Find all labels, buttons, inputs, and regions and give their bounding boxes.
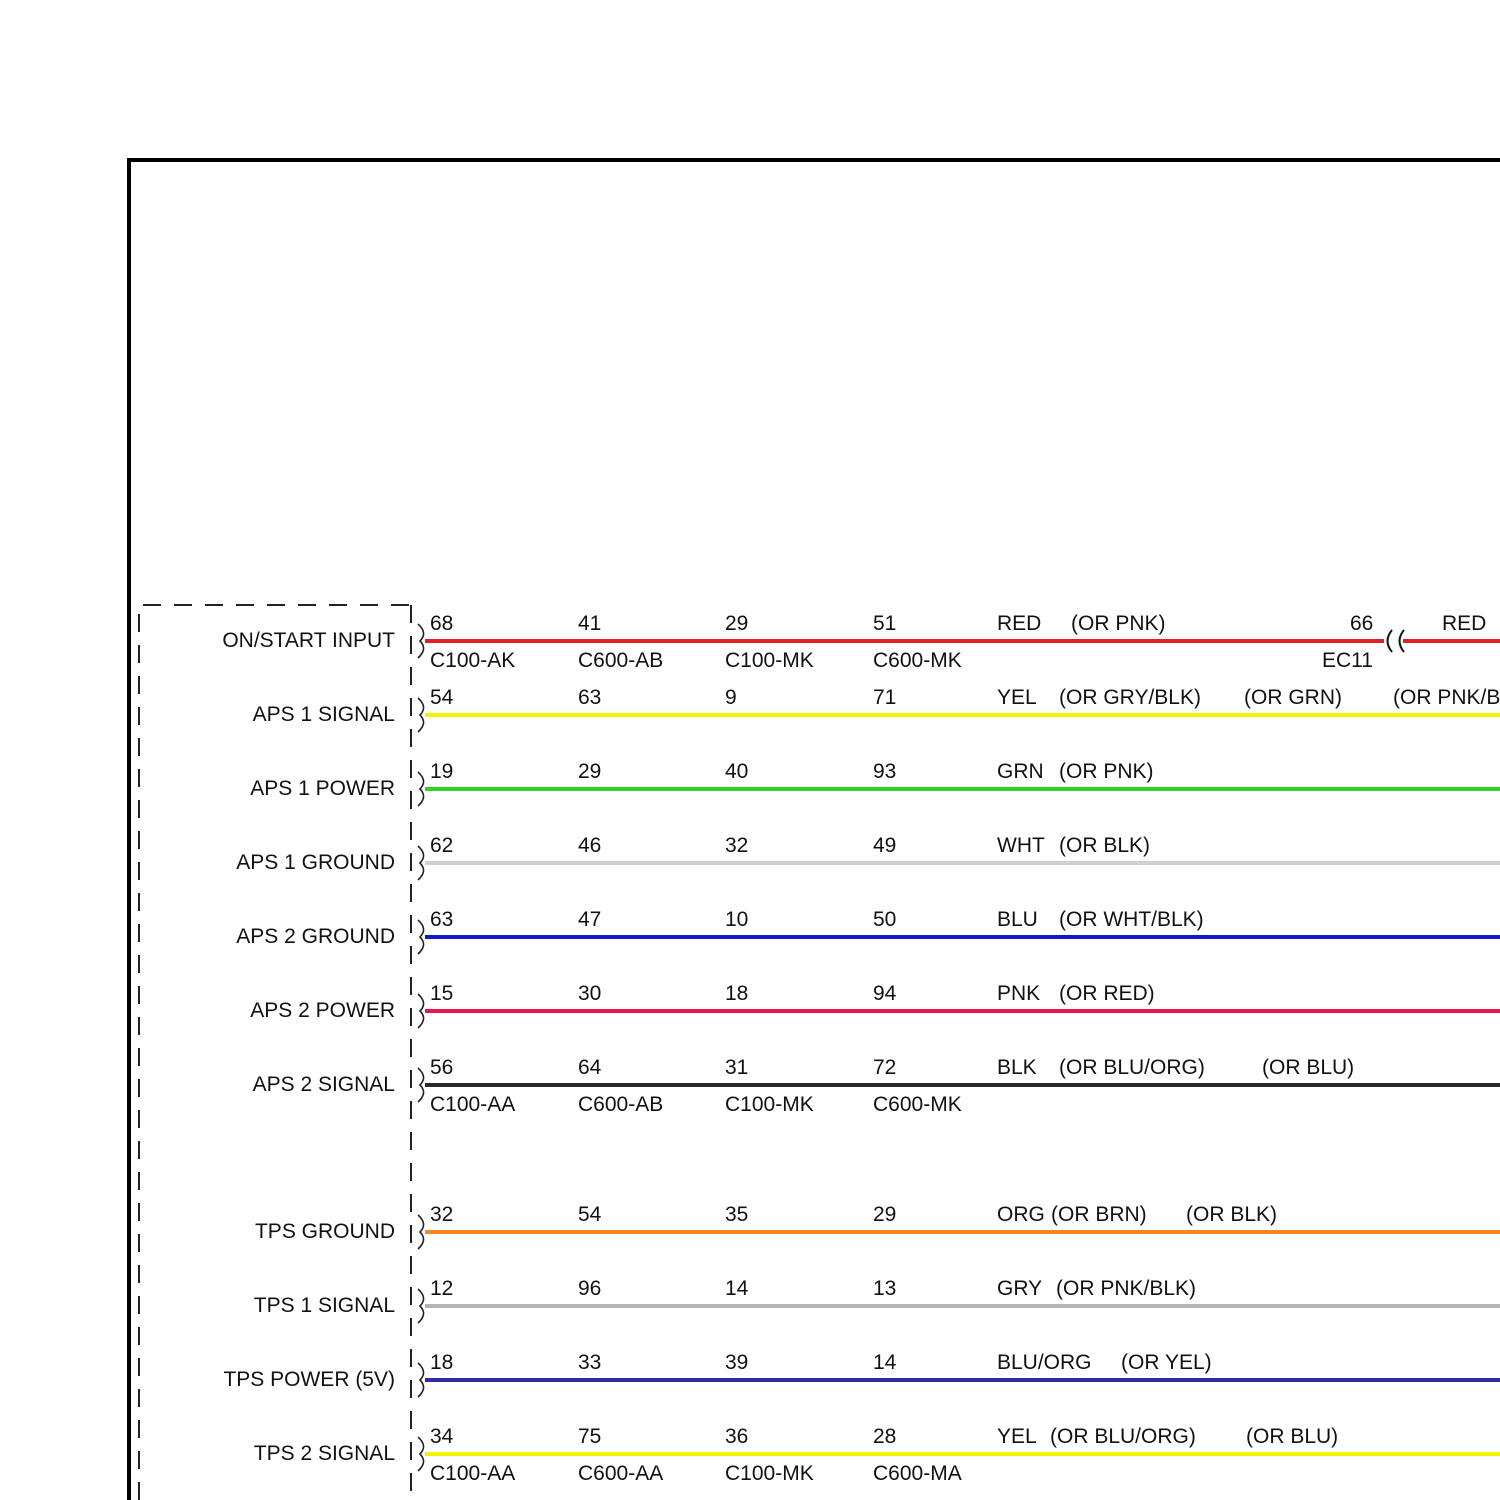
pin-number: 75 (578, 1425, 602, 1448)
pin-number: 94 (873, 982, 897, 1005)
wire-color-alternate: (OR PNK) (1071, 612, 1166, 635)
pin-number: 29 (725, 612, 749, 635)
signal-label: ON/START INPUT (222, 629, 395, 652)
wire-color-code: BLU (997, 908, 1038, 931)
pin-number: 9 (725, 686, 737, 709)
connector-id: C100-MK (725, 1462, 814, 1485)
signal-label: APS 1 POWER (250, 777, 395, 800)
pin-number: 15 (430, 982, 454, 1005)
pin-number: 18 (430, 1351, 454, 1374)
wire-color-alternate: (OR PNK/B (1393, 686, 1500, 709)
pin-terminal-symbol (418, 1363, 424, 1397)
pin-number: 71 (873, 686, 897, 709)
pin-number: 35 (725, 1203, 749, 1226)
wire-color-code: BLU/ORG (997, 1351, 1092, 1374)
inline-connector-pin: 66 (1350, 612, 1374, 635)
pin-number: 63 (430, 908, 454, 931)
wire-color-alternate: (OR BLU/ORG) (1050, 1425, 1196, 1448)
signal-label: TPS GROUND (254, 1220, 395, 1243)
component-dashed-box (139, 605, 411, 1500)
wire-color-code: YEL (997, 686, 1037, 709)
pin-number: 33 (578, 1351, 602, 1374)
pin-number: 28 (873, 1425, 897, 1448)
wire-color-code: GRN (997, 760, 1044, 783)
pin-number: 96 (578, 1277, 602, 1300)
pin-number: 32 (725, 834, 749, 857)
pin-number: 29 (873, 1203, 897, 1226)
pin-terminal-symbol (418, 920, 424, 954)
connector-id: C600-AB (578, 649, 664, 672)
pin-number: 10 (725, 908, 749, 931)
wire-color-alternate: (OR GRN) (1244, 686, 1342, 709)
pin-terminal-symbol (418, 1289, 424, 1323)
pin-number: 68 (430, 612, 454, 635)
pin-number: 30 (578, 982, 602, 1005)
pin-terminal-symbol (418, 624, 424, 658)
wire-color-alternate: (OR BLU) (1262, 1056, 1355, 1079)
wire-color-code: GRY (997, 1277, 1043, 1300)
signal-label: APS 2 GROUND (236, 925, 395, 948)
wire-color-alternate: (OR GRY/BLK) (1059, 686, 1201, 709)
pin-number: 19 (430, 760, 454, 783)
pin-number: 18 (725, 982, 749, 1005)
connector-id: C600-AB (578, 1093, 664, 1116)
wire-color-alternate: (OR BRN) (1051, 1203, 1147, 1226)
signal-label: TPS POWER (5V) (223, 1368, 395, 1391)
connector-id: C600-MK (873, 1093, 962, 1116)
inline-connector-symbol (1388, 630, 1393, 652)
wire-color-alternate: (OR PNK) (1059, 760, 1154, 783)
pin-number: 93 (873, 760, 897, 783)
signal-label: APS 2 SIGNAL (252, 1073, 395, 1096)
pin-number: 63 (578, 686, 602, 709)
wire-color-alternate: (OR BLK) (1186, 1203, 1278, 1226)
connector-id: C100-AK (430, 649, 516, 672)
pin-terminal-symbol (418, 698, 424, 732)
pin-terminal-symbol (418, 846, 424, 880)
connector-id: C600-MK (873, 649, 962, 672)
pin-terminal-symbol (418, 1068, 424, 1102)
pin-number: 29 (578, 760, 602, 783)
pin-number: 51 (873, 612, 897, 635)
pin-number: 56 (430, 1056, 454, 1079)
wire-color-alternate: (OR RED) (1059, 982, 1155, 1005)
pin-terminal-symbol (418, 772, 424, 806)
pin-number: 49 (873, 834, 897, 857)
pin-number: 54 (430, 686, 454, 709)
connector-id: C100-MK (725, 1093, 814, 1116)
pin-terminal-symbol (418, 1215, 424, 1249)
wire-color-code: YEL (997, 1425, 1037, 1448)
signal-label: APS 2 POWER (250, 999, 395, 1022)
connector-id: C600-AA (578, 1462, 664, 1485)
pin-number: 72 (873, 1056, 897, 1079)
wire-color-code: RED (997, 612, 1042, 635)
wire-color-code: RED (1442, 612, 1487, 635)
pin-number: 64 (578, 1056, 602, 1079)
pin-number: 41 (578, 612, 602, 635)
wire-color-code: WHT (997, 834, 1045, 857)
signal-label: APS 1 SIGNAL (252, 703, 395, 726)
pin-number: 46 (578, 834, 602, 857)
wire-color-code: PNK (997, 982, 1041, 1005)
signal-label: APS 1 GROUND (236, 851, 395, 874)
connector-id: C100-MK (725, 649, 814, 672)
wire-color-alternate: (OR BLU) (1246, 1425, 1339, 1448)
wire-color-alternate: (OR BLK) (1059, 834, 1151, 857)
pin-number: 31 (725, 1056, 749, 1079)
connector-id: C600-MA (873, 1462, 962, 1485)
wire-color-code: BLK (997, 1056, 1037, 1079)
pin-number: 12 (430, 1277, 454, 1300)
pin-number: 40 (725, 760, 749, 783)
pin-number: 39 (725, 1351, 749, 1374)
pin-number: 47 (578, 908, 602, 931)
pin-terminal-symbol (418, 1437, 424, 1471)
pin-number: 50 (873, 908, 897, 931)
pin-number: 62 (430, 834, 454, 857)
pin-number: 14 (873, 1351, 897, 1374)
pin-number: 34 (430, 1425, 454, 1448)
wire-color-code: ORG (997, 1203, 1045, 1226)
pin-number: 13 (873, 1277, 897, 1300)
wire-color-alternate: (OR PNK/BLK) (1056, 1277, 1197, 1300)
inline-connector-id: EC11 (1322, 649, 1373, 672)
connector-id: C100-AA (430, 1093, 516, 1116)
pin-number: 54 (578, 1203, 602, 1226)
wire-color-alternate: (OR BLU/ORG) (1059, 1056, 1205, 1079)
pin-number: 36 (725, 1425, 749, 1448)
wire-color-alternate: (OR WHT/BLK) (1059, 908, 1204, 931)
pin-number: 32 (430, 1203, 454, 1226)
pin-number: 14 (725, 1277, 749, 1300)
signal-label: TPS 2 SIGNAL (253, 1442, 395, 1465)
connector-id: C100-AA (430, 1462, 516, 1485)
signal-label: TPS 1 SIGNAL (253, 1294, 395, 1317)
pin-terminal-symbol (418, 994, 424, 1028)
wire-color-alternate: (OR YEL) (1121, 1351, 1212, 1374)
